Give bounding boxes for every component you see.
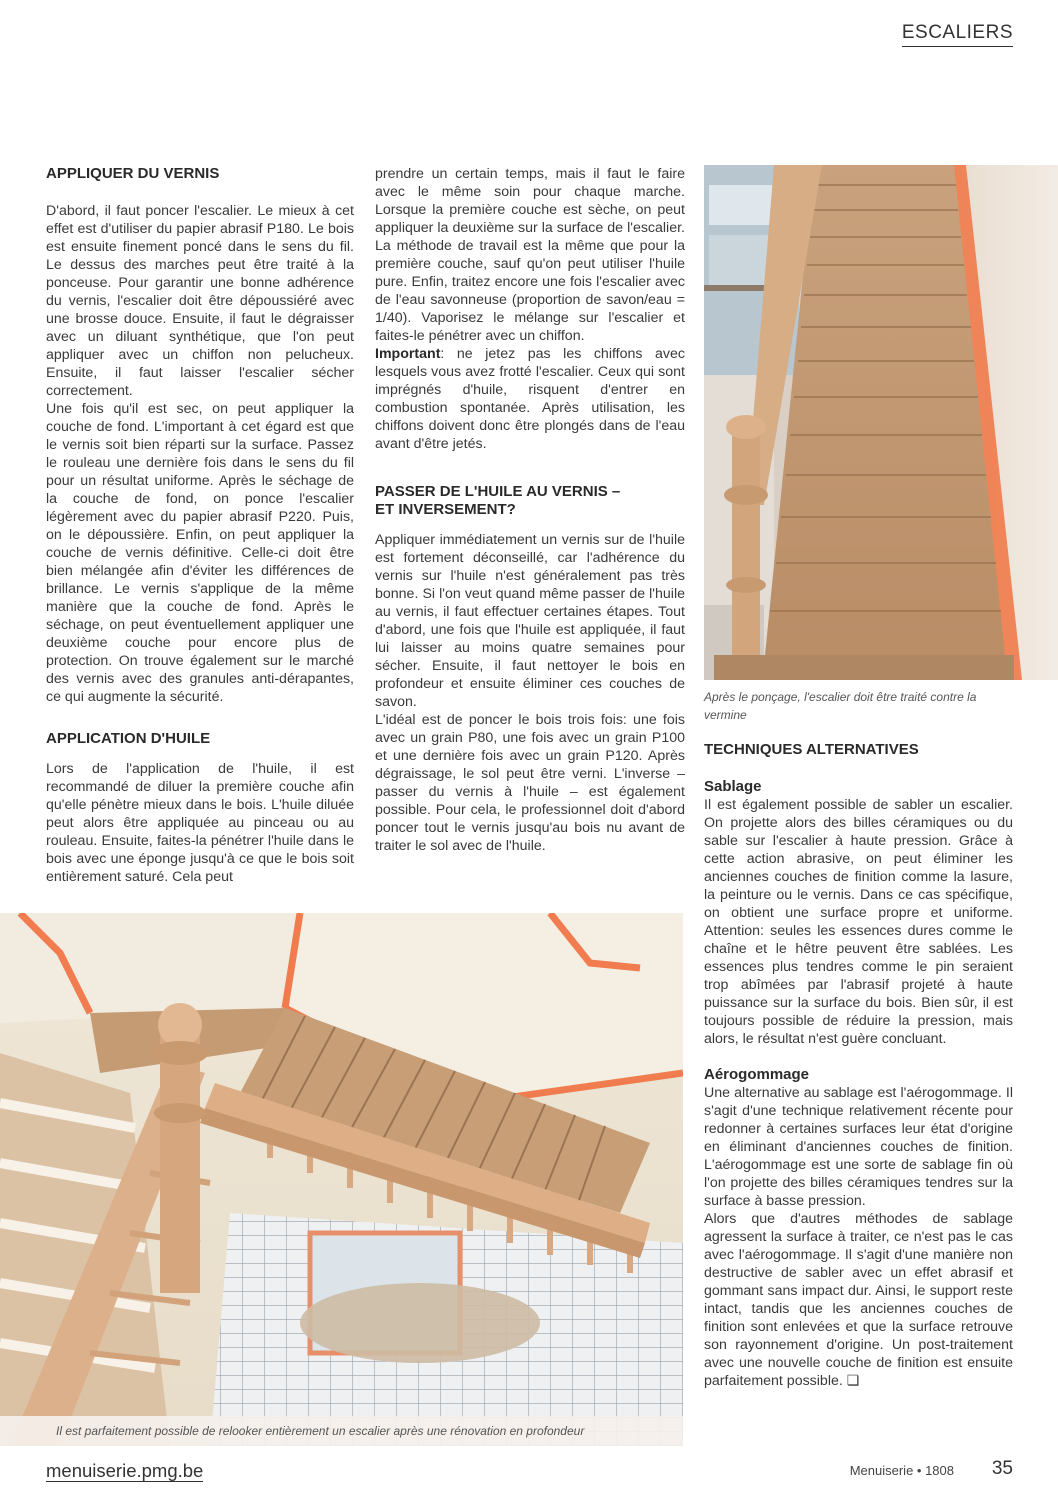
paragraph-text: Alors que d'autres méthodes de sablage agressent la surface à traiter, ce n'est pas le cas avec l'aérogommage. Il s'agit d'une manière non destructive de sabler avec un effet abrasif et gommant sans impact dur. Ainsi, le support reste intact, tandis que les anciennes couches de finition sont enlevées et que la surface retrouve son rayonnement d'origine. Un post-traitement avec une nouvelle couche de finition est ensuite parfaitement possible. — [704, 1211, 1013, 1389]
paragraph: L'idéal est de poncer le bois trois fois: une fois avec un grain P80, une fois avec un grain P100 et une dernière fois avec un grain P120. Après dégraissage, le sol peut être verni. L'inverse – passer du vernis à l'huile – est également possible. Pour cela, le professionnel doit d'abord poncer tout le vernis jusqu'au bois nu avant de traiter le sol avec de l'huile. — [375, 712, 685, 854]
heading-line: PASSER DE L'HUILE AU VERNIS – — [375, 483, 621, 500]
important-text: : ne jetez pas les chiffons avec lesquels vous avez frotté l'escalier. Ceux qui sont imprégnés d'huile, risquent d'entrer en combustion spontanée. Après utilisation, les chiffons doivent donc être plongés dans de l'eau avant d'être jetés. — [375, 346, 685, 452]
heading-sablage: Sablage — [704, 778, 762, 795]
paragraph — [704, 1210, 1013, 1390]
heading-aerogommage: Aérogommage — [704, 1066, 810, 1083]
heading-passer-huile-vernis — [375, 483, 685, 519]
important-label: Important — [375, 346, 441, 362]
paragraph-important — [375, 345, 685, 453]
photo-caption-bottom: Il est parfaitement possible de relooker entièrement un escalier après une rénovation en profondeur — [56, 1424, 585, 1438]
staircase-illustration — [704, 165, 1058, 680]
staircase-photo-bottom — [0, 913, 683, 1446]
heading-techniques-alternatives: TECHNIQUES ALTERNATIVES — [704, 741, 919, 758]
page-number: 35 — [991, 1458, 1013, 1479]
staircase-aerial-illustration — [0, 913, 683, 1446]
heading-appliquer-vernis: APPLIQUER DU VERNIS — [46, 165, 220, 182]
paragraph: prendre un certain temps, mais il faut le faire avec le même soin pour chaque marche. Lorsque la première couche est sèche, on peut appliquer la deuxième sur la surface de l'escalier. La méthode de travail est la même que pour la première couche, sauf qu'on peut utiliser l'huile pure. Enfin, traitez encore une fois l'escalier avec de l'eau savonneuse (proportion de savon/eau = 1/40). Vaporisez le mélange sur l'escalier et faites-le pénétrer avec un chiffon. — [375, 166, 685, 344]
paragraph: Lors de l'application de l'huile, il est recommandé de diluer la première couche afin qu'elle pénètre mieux dans le bois. L'huile diluée peut alors être appliquée au pinceau ou au rouleau. Ensuite, faites-la pénétrer l'huile dans le bois avec une éponge jusqu'à ce que le bois soit entièrement saturé. Cela peut — [46, 761, 354, 885]
column-2 — [375, 165, 685, 855]
column-1 — [46, 165, 354, 886]
paragraph: D'abord, il faut poncer l'escalier. Le mieux à cet effet est d'utiliser du papier abrasif P180. Le bois est ensuite finement poncé dans le sens du fil. Le dessus des marches peut être traité à la ponceuse. Pour garantir une bonne adhérence du vernis, l'escalier doit être dépoussiéré avec une brosse douce. Ensuite, il faut le dégraisser avec un diluant synthétique, que l'on peut appliquer avec un chiffon non pelucheux. Ensuite, il faut laisser l'escalier sécher correctement. — [46, 203, 354, 399]
photo-caption-top: Après le ponçage, l'escalier doit être traité contre la vermine — [704, 690, 977, 722]
paragraph: Il est également possible de sabler un escalier. On projette alors des billes céramiques ou du sable sur l'escalier à haute pression. Grâce à cette action abrasive, on peut éliminer les anciennes couches de finition comme la lasure, la peinture ou le vernis. Dans ce cas spécifique, on obtient une surface propre et uniforme. Attention: seules les essences dures comme le chaîne et le hêtre peuvent être sablées. Les essences plus tendres comme le pin seraient trop abîmées par l'abrasif projeté à haute puissance sur la surface du bois. Bien sûr, il est toujours possible de réduire la pression, mais alors, le résultat n'est guère concluant. — [704, 797, 1013, 1047]
section-tag: ESCALIERS — [902, 22, 1013, 47]
heading-line: ET INVERSEMENT? — [375, 501, 516, 518]
heading-application-huile: APPLICATION D'HUILE — [46, 730, 211, 747]
footer-magazine-issue: Menuiserie • 1808 — [849, 1463, 954, 1478]
column-3 — [704, 741, 1013, 1390]
staircase-photo-top — [704, 165, 1058, 680]
end-mark: ❏ — [846, 1373, 860, 1389]
footer-website-link[interactable]: menuiserie.pmg.be — [46, 1460, 204, 1481]
paragraph: Une alternative au sablage est l'aérogommage. Il s'agit d'une technique relativement récente pour redonner à certaines surfaces leur état d'origine en éliminant d'anciennes couches de finition. L'aérogommage est une sorte de sablage fin où l'on projette des billes céramiques tendres sur la surface à basse pression. — [704, 1085, 1013, 1209]
paragraph: Appliquer immédiatement un vernis sur de l'huile est fortement déconseillé, car l'adhérence du vernis sur l'huile n'est généralement pas très bonne. Si l'on veut quand même passer de l'huile au vernis, il faut effectuer certaines étapes. Tout d'abord, une fois que l'huile est appliquée, il faut lui laisser au moins quatre semaines pour sécher. Ensuite, il faut nettoyer le bois en profondeur et ensuite éliminer ces couches de savon. — [375, 532, 685, 710]
paragraph: Une fois qu'il est sec, on peut appliquer la couche de fond. L'important à cet égard est que le vernis soit bien réparti sur la surface. Passez le rouleau une dernière fois dans le sens du fil pour un résultat uniforme. Après le séchage de la couche de fond, on ponce l'escalier légèrement avec du papier abrasif P220. Puis, on le dépoussière. Enfin, on peut appliquer la couche de vernis définitive. Celle-ci doit être bien mélangée afin d'éviter les différences de brillance. Le vernis s'applique de la même manière que la couche de fond. Après le séchage, on peut éventuellement appliquer une deuxième couche pour encore plus de protection. On trouve également sur le marché des vernis avec des granules anti-dérapantes, ce qui augmente la sécurité. — [46, 401, 354, 705]
